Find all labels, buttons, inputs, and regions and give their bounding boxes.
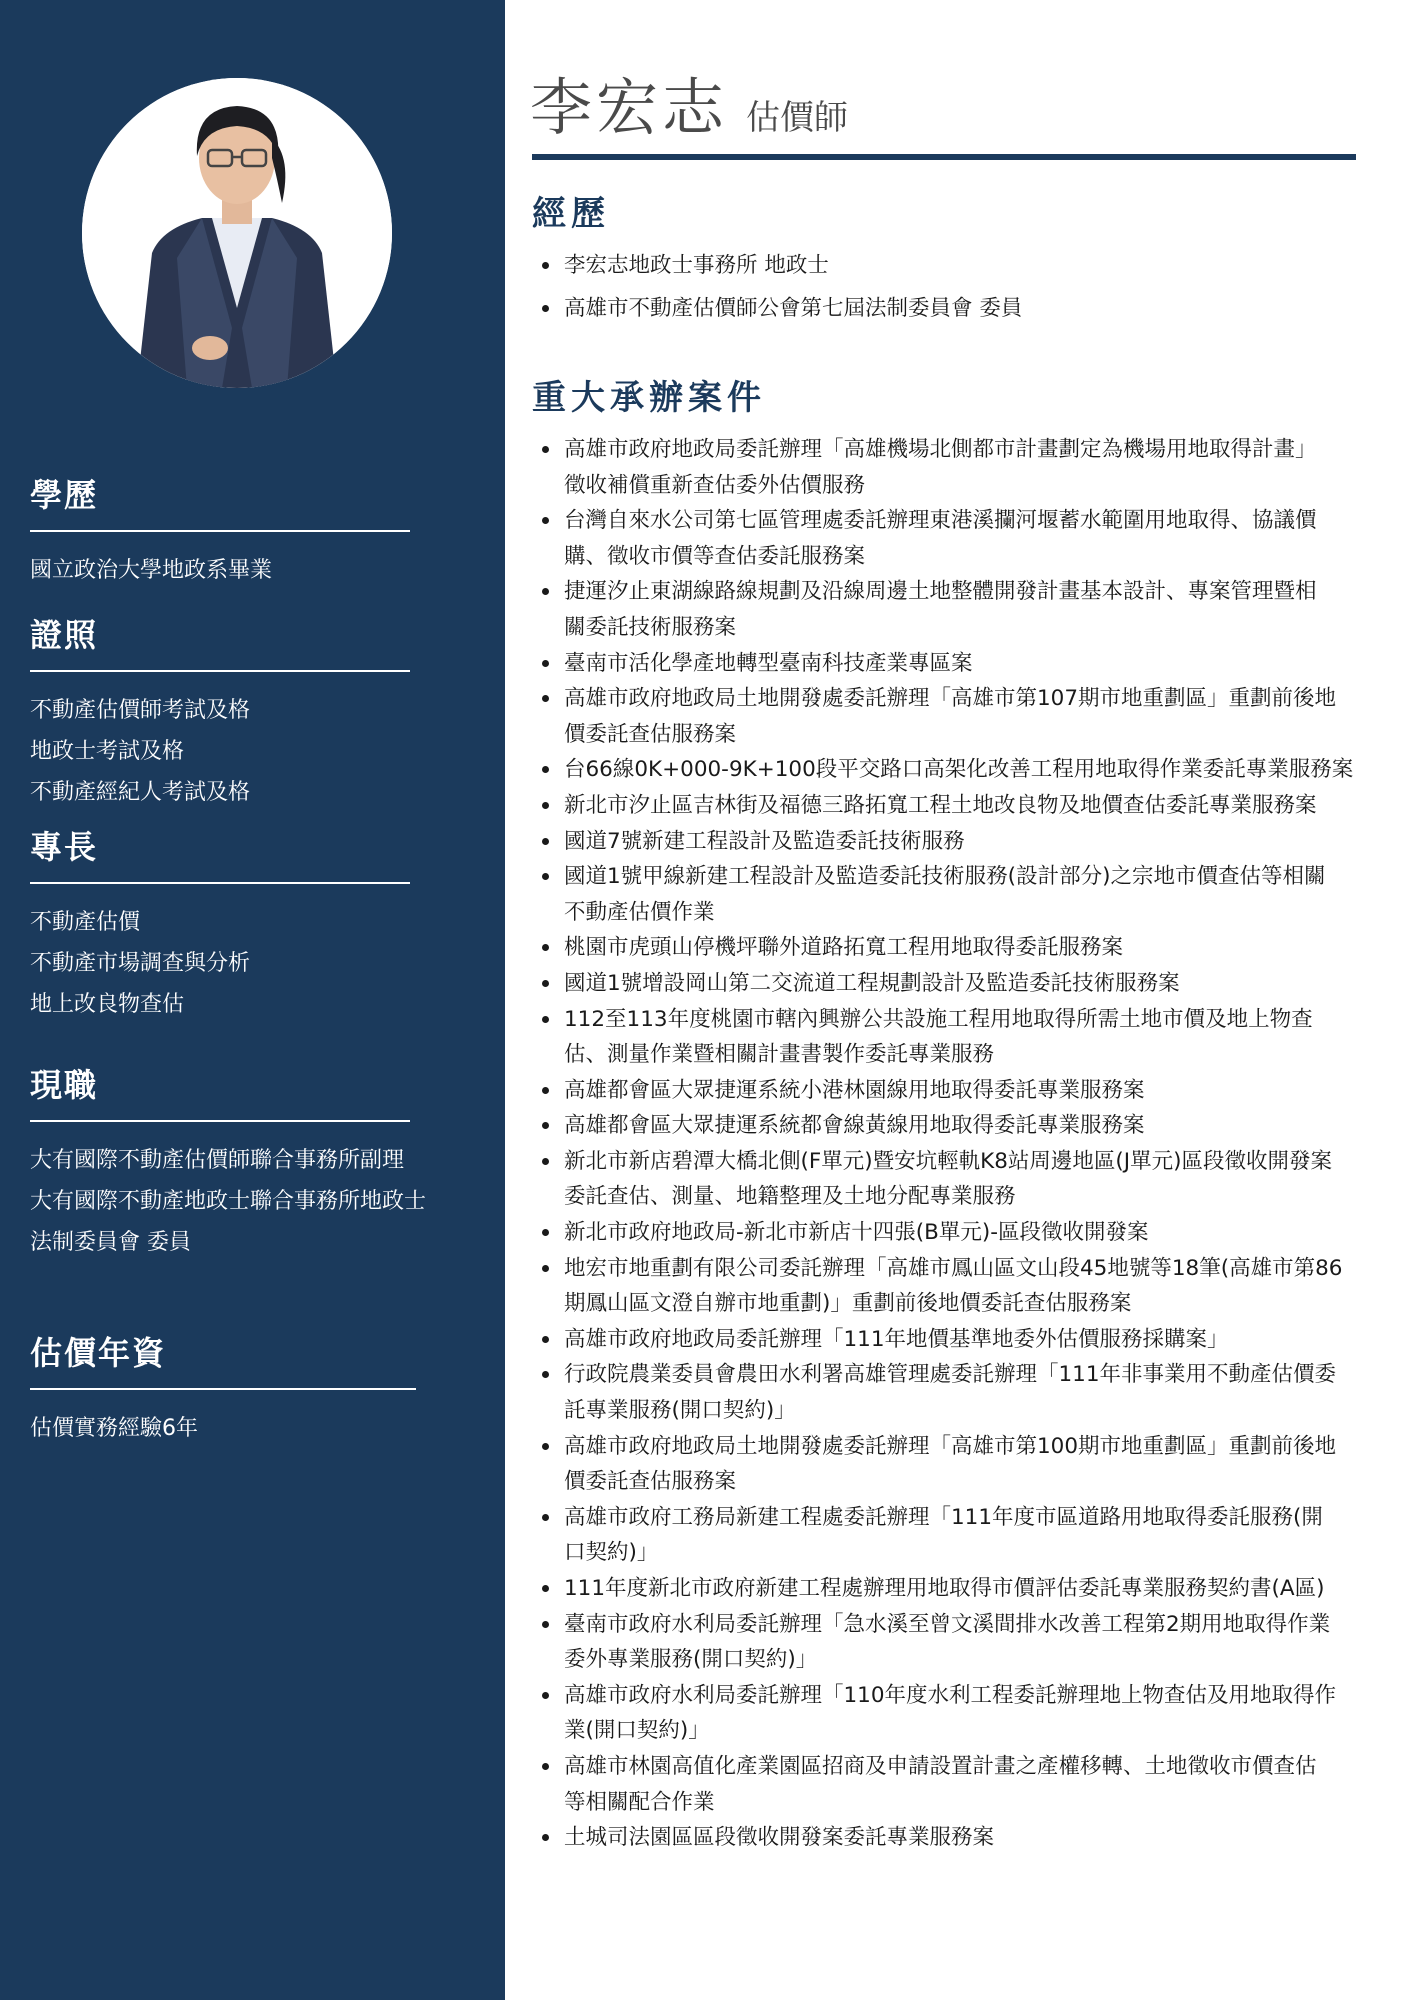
- case-item-line: 業(開口契約)」: [564, 1718, 710, 1744]
- case-item: [530, 824, 1410, 860]
- case-item: [530, 1322, 1410, 1358]
- case-item: [530, 574, 1410, 645]
- case-item: [530, 788, 1410, 824]
- person-portrait-icon: [82, 78, 392, 388]
- case-item-line: 委外專業服務(開口契約)」: [564, 1647, 818, 1673]
- case-item-line: 捷運汐止東湖線路線規劃及沿線周邊土地整體開發計畫基本設計、專案管理暨相: [564, 579, 1317, 605]
- education-item: 國立政治大學地政系畢業: [30, 558, 273, 583]
- cases-heading: 重大承辦案件: [532, 378, 766, 418]
- case-item: [530, 1607, 1410, 1678]
- case-item-line: 新北市政府地政局-新北市新店十四張(B單元)-區段徵收開發案: [564, 1220, 1149, 1246]
- case-item: [530, 1500, 1410, 1571]
- case-item-line: 國道7號新建工程設計及監造委託技術服務: [564, 828, 965, 854]
- case-item-line: 關委託技術服務案: [564, 614, 737, 640]
- appraisal-years-heading: 估價年資: [30, 1328, 416, 1390]
- case-item: [530, 1429, 1410, 1500]
- current-position-heading: 現職: [30, 1060, 410, 1122]
- person-name: 李宏志: [530, 71, 729, 144]
- case-item-line: 台66線0K+000-9K+100段平交路口高架化改善工程用地取得作業委託專業服務案: [564, 757, 1354, 783]
- case-item: [530, 1073, 1410, 1109]
- case-item: [530, 681, 1410, 752]
- sidebar: [0, 0, 505, 2000]
- current-position-item: 大有國際不動產估價師聯合事務所副理: [30, 1148, 405, 1173]
- profile-photo: [82, 78, 392, 388]
- case-item-line: 估、測量作業暨相關計畫書製作委託專業服務: [564, 1042, 995, 1068]
- case-item-line: 徵收補償重新查估委外估價服務: [564, 472, 866, 498]
- case-item-line: 高雄市政府地政局土地開發處委託辦理「高雄市第100期市地重劃區」重劃前後地: [564, 1433, 1337, 1459]
- case-item: [530, 1571, 1410, 1607]
- current-position-item: 大有國際不動產地政士聯合事務所地政士: [30, 1189, 427, 1214]
- case-item: [530, 752, 1410, 788]
- license-item: 不動產估價師考試及格: [30, 698, 251, 723]
- case-item-line: 委託查估、測量、地籍整理及土地分配專業服務: [564, 1184, 1016, 1210]
- case-item-line: 桃園市虎頭山停機坪聯外道路拓寬工程用地取得委託服務案: [564, 935, 1124, 961]
- license-item: 地政士考試及格: [30, 739, 185, 764]
- case-item-line: 期鳳山區文澄自辦市地重劃)」重劃前後地價委託查估服務案: [564, 1291, 1132, 1317]
- case-item-line: 地宏市地重劃有限公司委託辦理「高雄市鳳山區文山段45地號等18筆(高雄市第86: [564, 1255, 1343, 1281]
- person-title: 估價師: [746, 98, 849, 138]
- case-item-line: 購、徵收市價等查估委託服務案: [564, 543, 866, 569]
- header: [530, 58, 848, 147]
- specialties-heading: 專長: [30, 822, 410, 884]
- experience-heading: 經歷: [532, 194, 610, 234]
- case-item-line: 高雄市政府工務局新建工程處委託辦理「111年度市區道路用地取得委託服務(開: [564, 1504, 1323, 1530]
- case-item-line: 高雄都會區大眾捷運系統都會線黃線用地取得委託專業服務案: [564, 1113, 1145, 1139]
- education-heading: 學歷: [30, 470, 410, 532]
- main-content: [530, 0, 1414, 2000]
- case-item-line: 高雄都會區大眾捷運系統小港林園線用地取得委託專業服務案: [564, 1077, 1145, 1103]
- case-item: [530, 930, 1410, 966]
- case-item-line: 高雄市林園高值化產業園區招商及申請設置計畫之產權移轉、土地徵收市價查估: [564, 1753, 1317, 1779]
- case-item: [530, 1749, 1410, 1820]
- current-position-section: [30, 1060, 427, 1263]
- case-item-line: 高雄市政府地政局委託辦理「高雄機場北側都市計畫劃定為機場用地取得計畫」: [564, 437, 1317, 462]
- case-item-line: 台灣自來水公司第七區管理處委託辦理東港溪攔河堰蓄水範圍用地取得、協議價: [564, 508, 1317, 534]
- case-item-line: 土城司法園區區段徵收開發案委託專業服務案: [564, 1825, 995, 1851]
- case-item-line: 口契約)」: [564, 1540, 659, 1566]
- case-item: [530, 1357, 1410, 1428]
- specialty-item: 不動產估價: [30, 910, 141, 935]
- case-item-line: 高雄市政府水利局委託辦理「110年度水利工程委託辦理地上物查估及用地取得作: [564, 1682, 1337, 1708]
- specialty-item: 不動產市場調查與分析: [30, 951, 251, 976]
- experience-item: 李宏志地政士事務所 地政士: [530, 244, 1022, 287]
- header-divider: [532, 154, 1356, 160]
- appraisal-years-section: [30, 1328, 416, 1449]
- case-item-line: 價委託查估服務案: [564, 721, 737, 747]
- experience-item: 高雄市不動產估價師公會第七屆法制委員會 委員: [530, 287, 1022, 330]
- cases-list: [530, 432, 1410, 1856]
- case-item-line: 國道1號甲線新建工程設計及監造委託技術服務(設計部分)之宗地市價查估等相關: [564, 864, 1326, 890]
- licenses-heading: 證照: [30, 610, 410, 672]
- case-item: [530, 1820, 1410, 1856]
- case-item-line: 臺南市活化學產地轉型臺南科技產業專區案: [564, 650, 973, 676]
- case-item-line: 臺南市政府水利局委託辦理「急水溪至曾文溪間排水改善工程第2期用地取得作業: [564, 1611, 1331, 1637]
- case-item-line: 新北市新店碧潭大橋北側(F單元)暨安坑輕軌K8站周邊地區(J單元)區段徵收開發案: [564, 1148, 1333, 1174]
- case-item: [530, 1002, 1410, 1073]
- case-item-line: 等相關配合作業: [564, 1789, 715, 1815]
- case-item: [530, 1144, 1410, 1215]
- case-item: [530, 1215, 1410, 1251]
- experience-list: [530, 244, 1022, 330]
- case-item: [530, 1678, 1410, 1749]
- case-item-line: 行政院農業委員會農田水利署高雄管理處委託辦理「111年非事業用不動產估價委: [564, 1362, 1337, 1388]
- education-section: [30, 470, 410, 591]
- case-item: [530, 432, 1410, 503]
- case-item: [530, 646, 1410, 682]
- licenses-section: [30, 610, 410, 813]
- case-item-line: 112至113年度桃園市轄內興辦公共設施工程用地取得所需土地市價及地上物查: [564, 1006, 1313, 1032]
- case-item: [530, 966, 1410, 1002]
- case-item-line: 高雄市政府地政局委託辦理「111年地價基準地委外估價服務採購案」: [564, 1326, 1229, 1352]
- specialties-section: [30, 822, 410, 1025]
- current-position-item: 法制委員會 委員: [30, 1230, 191, 1255]
- case-item-line: 託專業服務(開口契約)」: [564, 1398, 796, 1424]
- case-item: [530, 1108, 1410, 1144]
- case-item-line: 不動產估價作業: [564, 899, 715, 925]
- case-item-line: 國道1號增設岡山第二交流道工程規劃設計及監造委託技術服務案: [564, 970, 1180, 996]
- case-item: [530, 503, 1410, 574]
- case-item-line: 111年度新北市政府新建工程處辦理用地取得市價評估委託專業服務契約書(A區): [564, 1576, 1325, 1601]
- case-item: [530, 1251, 1410, 1322]
- case-item: [530, 859, 1410, 930]
- case-item-line: 高雄市政府地政局土地開發處委託辦理「高雄市第107期市地重劃區」重劃前後地: [564, 686, 1337, 712]
- case-item-line: 價委託查估服務案: [564, 1469, 737, 1495]
- case-item-line: 新北市汐止區吉林街及福德三路拓寬工程土地改良物及地價查估委託專業服務案: [564, 792, 1317, 818]
- appraisal-years-item: 估價實務經驗6年: [30, 1416, 198, 1441]
- license-item: 不動產經紀人考試及格: [30, 780, 251, 805]
- specialty-item: 地上改良物查估: [30, 992, 185, 1017]
